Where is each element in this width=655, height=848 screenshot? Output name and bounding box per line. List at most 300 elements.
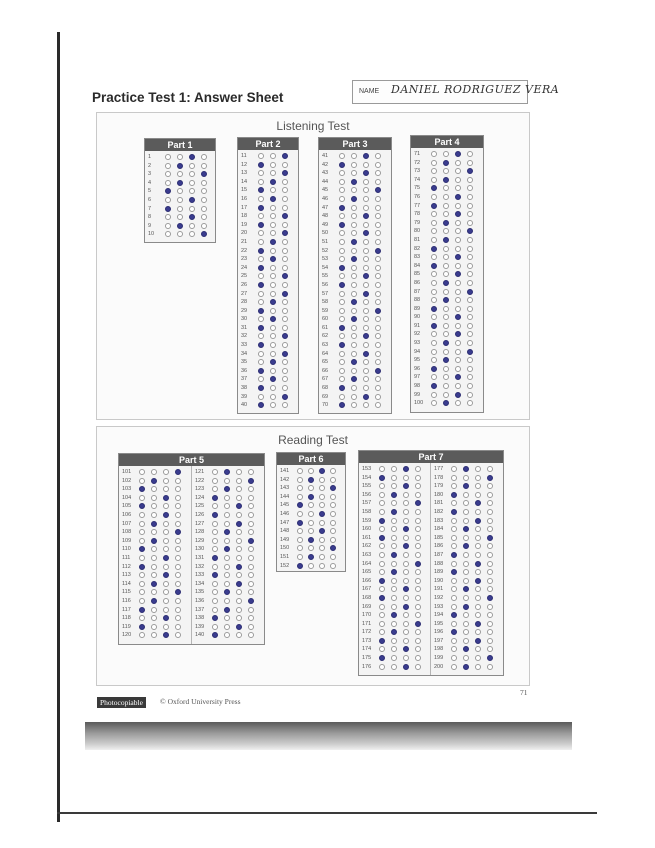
answer-bubble <box>415 492 421 498</box>
answer-bubble <box>165 171 171 177</box>
answer-row <box>319 375 391 384</box>
answer-bubble <box>139 589 145 595</box>
answer-row <box>119 571 191 580</box>
answer-bubble <box>467 228 473 234</box>
answer-bubble <box>175 538 181 544</box>
answer-row <box>192 528 264 537</box>
answer-bubble <box>175 486 181 492</box>
answer-bubble <box>443 366 449 372</box>
question-number: 53 <box>322 256 329 263</box>
question-number: 69 <box>322 393 329 400</box>
answer-bubble <box>351 222 357 228</box>
question-number: 79 <box>414 219 421 226</box>
answer-bubble <box>339 170 345 176</box>
answer-bubble <box>139 512 145 518</box>
answer-bubble <box>224 538 230 544</box>
part-2-block <box>237 137 299 414</box>
question-number: 90 <box>414 314 421 321</box>
question-number: 15 <box>241 187 248 194</box>
answer-bubble <box>403 612 409 618</box>
question-number: 139 <box>195 623 205 630</box>
answer-bubble <box>467 306 473 312</box>
answer-bubble <box>415 569 421 575</box>
answer-bubble <box>175 632 181 638</box>
question-number: 103 <box>122 486 132 493</box>
answer-bubble <box>151 615 157 621</box>
answer-bubble <box>455 366 461 372</box>
answer-bubble <box>165 163 171 169</box>
answer-bubble <box>319 502 325 508</box>
answer-row <box>119 511 191 520</box>
answer-bubble <box>403 638 409 644</box>
answer-bubble <box>451 612 457 618</box>
question-number: 159 <box>362 517 372 524</box>
answer-bubble <box>379 664 385 670</box>
answer-row <box>238 272 298 281</box>
answer-row <box>411 184 483 193</box>
answer-bubble <box>282 273 288 279</box>
answer-row <box>411 193 483 202</box>
answer-bubble <box>224 546 230 552</box>
answer-bubble <box>339 196 345 202</box>
answer-bubble <box>375 308 381 314</box>
answer-bubble <box>258 299 264 305</box>
answer-row <box>238 238 298 247</box>
question-number: 163 <box>362 551 372 558</box>
answer-bubble <box>236 607 242 613</box>
answer-bubble <box>451 569 457 575</box>
answer-bubble <box>163 564 169 570</box>
answer-bubble <box>375 248 381 254</box>
answer-row <box>319 315 391 324</box>
answer-bubble <box>175 598 181 604</box>
answer-row <box>431 534 503 543</box>
answer-bubble <box>248 589 254 595</box>
question-number: 34 <box>241 350 248 357</box>
answer-bubble <box>391 612 397 618</box>
answer-row <box>319 393 391 402</box>
answer-bubble <box>339 222 345 228</box>
answer-bubble <box>248 581 254 587</box>
answer-row <box>238 169 298 178</box>
answer-row <box>319 324 391 333</box>
question-number: 9 <box>148 222 152 229</box>
question-number: 137 <box>195 606 205 613</box>
answer-bubble <box>212 572 218 578</box>
answer-bubble <box>139 478 145 484</box>
reading-title: Reading Test <box>278 433 348 447</box>
answer-bubble <box>248 632 254 638</box>
answer-bubble <box>177 231 183 237</box>
answer-row <box>431 611 503 620</box>
answer-row <box>431 577 503 586</box>
answer-bubble <box>224 495 230 501</box>
answer-bubble <box>330 563 336 569</box>
question-number: 31 <box>241 324 248 331</box>
answer-bubble <box>270 179 276 185</box>
question-number: 190 <box>434 577 444 584</box>
answer-row <box>145 196 215 205</box>
answer-bubble <box>212 486 218 492</box>
answer-row <box>145 230 215 239</box>
answer-bubble <box>379 518 385 524</box>
answer-bubble <box>415 578 421 584</box>
answer-bubble <box>467 374 473 380</box>
answer-bubble <box>443 340 449 346</box>
answer-row <box>238 350 298 359</box>
answer-bubble <box>443 263 449 269</box>
question-number: 2 <box>148 162 152 169</box>
question-number: 106 <box>122 511 132 518</box>
answer-bubble <box>139 572 145 578</box>
answer-bubble <box>308 528 314 534</box>
question-number: 64 <box>322 350 329 357</box>
answer-bubble <box>139 615 145 621</box>
answer-bubble <box>177 171 183 177</box>
answer-bubble <box>248 529 254 535</box>
answer-bubble <box>319 485 325 491</box>
answer-bubble <box>270 170 276 176</box>
answer-bubble <box>339 333 345 339</box>
answer-row <box>319 358 391 367</box>
answer-bubble <box>431 349 437 355</box>
answer-bubble <box>431 151 437 157</box>
answer-bubble <box>475 561 481 567</box>
answer-row <box>238 384 298 393</box>
answer-bubble <box>363 213 369 219</box>
answer-bubble <box>363 256 369 262</box>
answer-bubble <box>487 475 493 481</box>
question-number: 164 <box>362 560 372 567</box>
answer-bubble <box>415 621 421 627</box>
answer-bubble <box>151 469 157 475</box>
answer-bubble <box>455 263 461 269</box>
answer-bubble <box>151 572 157 578</box>
answer-row <box>319 401 391 410</box>
question-number: 177 <box>434 466 444 472</box>
answer-row <box>238 290 298 299</box>
answer-bubble <box>212 624 218 630</box>
answer-bubble <box>431 323 437 329</box>
answer-bubble <box>363 230 369 236</box>
answer-bubble <box>201 154 207 160</box>
answer-bubble <box>379 535 385 541</box>
part-5-column-b <box>192 468 264 640</box>
answer-bubble <box>487 483 493 489</box>
answer-bubble <box>282 299 288 305</box>
answer-bubble <box>475 629 481 635</box>
question-number: 8 <box>148 214 152 221</box>
answer-bubble <box>282 153 288 159</box>
answer-row <box>192 511 264 520</box>
answer-row <box>238 152 298 161</box>
answer-bubble <box>224 615 230 621</box>
question-number: 157 <box>362 500 372 507</box>
answer-bubble <box>151 624 157 630</box>
answer-bubble <box>391 466 397 472</box>
question-number: 52 <box>322 247 329 254</box>
answer-bubble <box>375 291 381 297</box>
answer-bubble <box>151 486 157 492</box>
answer-row <box>319 178 391 187</box>
answer-bubble <box>258 333 264 339</box>
answer-bubble <box>467 289 473 295</box>
answer-row <box>359 534 431 543</box>
answer-bubble <box>189 154 195 160</box>
question-number: 179 <box>434 483 444 490</box>
question-number: 47 <box>322 204 329 211</box>
answer-bubble <box>319 511 325 517</box>
answer-bubble <box>403 578 409 584</box>
question-number: 173 <box>362 637 372 644</box>
answer-row <box>319 238 391 247</box>
question-number: 156 <box>362 491 372 498</box>
question-number: 63 <box>322 342 329 349</box>
answer-bubble <box>163 486 169 492</box>
answer-bubble <box>308 485 314 491</box>
answer-row <box>119 614 191 623</box>
answer-bubble <box>431 271 437 277</box>
answer-bubble <box>224 486 230 492</box>
answer-bubble <box>236 564 242 570</box>
answer-row <box>359 542 431 551</box>
answer-bubble <box>258 342 264 348</box>
answer-row <box>319 281 391 290</box>
part-1-rows <box>145 151 215 239</box>
question-number: 183 <box>434 517 444 524</box>
answer-bubble <box>391 492 397 498</box>
answer-row <box>359 628 431 637</box>
answer-bubble <box>431 160 437 166</box>
answer-bubble <box>308 563 314 569</box>
answer-bubble <box>270 205 276 211</box>
answer-bubble <box>415 543 421 549</box>
answer-row <box>431 517 503 526</box>
answer-bubble <box>165 154 171 160</box>
answer-bubble <box>177 223 183 229</box>
answer-bubble <box>475 509 481 515</box>
part-4-rows <box>411 148 483 408</box>
answer-bubble <box>139 555 145 561</box>
answer-bubble <box>151 632 157 638</box>
question-number: 194 <box>434 612 444 619</box>
answer-bubble <box>351 376 357 382</box>
answer-bubble <box>463 500 469 506</box>
answer-bubble <box>351 308 357 314</box>
answer-bubble <box>270 394 276 400</box>
answer-bubble <box>431 177 437 183</box>
answer-bubble <box>487 612 493 618</box>
answer-bubble <box>236 598 242 604</box>
answer-bubble <box>431 314 437 320</box>
answer-bubble <box>467 160 473 166</box>
answer-row <box>238 332 298 341</box>
answer-bubble <box>224 607 230 613</box>
answer-bubble <box>415 638 421 644</box>
answer-bubble <box>236 486 242 492</box>
answer-bubble <box>431 374 437 380</box>
answer-bubble <box>403 629 409 635</box>
answer-bubble <box>224 624 230 630</box>
answer-bubble <box>391 518 397 524</box>
answer-bubble <box>297 537 303 543</box>
question-number: 197 <box>434 637 444 644</box>
answer-bubble <box>270 230 276 236</box>
part-6-block <box>276 452 346 572</box>
answer-bubble <box>339 162 345 168</box>
answer-row <box>145 213 215 222</box>
answer-bubble <box>379 578 385 584</box>
part-4-block <box>410 135 484 413</box>
answer-bubble <box>487 629 493 635</box>
answer-row <box>431 637 503 646</box>
answer-row <box>319 152 391 161</box>
answer-bubble <box>258 402 264 408</box>
answer-bubble <box>201 188 207 194</box>
answer-bubble <box>151 503 157 509</box>
answer-bubble <box>248 598 254 604</box>
question-number: 22 <box>241 247 248 254</box>
answer-row <box>431 525 503 534</box>
answer-bubble <box>487 535 493 541</box>
answer-bubble <box>455 297 461 303</box>
answer-bubble <box>339 376 345 382</box>
answer-bubble <box>258 187 264 193</box>
answer-bubble <box>270 333 276 339</box>
answer-bubble <box>330 520 336 526</box>
answer-bubble <box>431 194 437 200</box>
question-number: 84 <box>414 262 421 269</box>
question-number: 55 <box>322 273 329 280</box>
answer-bubble <box>212 512 218 518</box>
answer-bubble <box>330 485 336 491</box>
answer-bubble <box>163 555 169 561</box>
question-number: 3 <box>148 171 152 178</box>
answer-bubble <box>319 545 325 551</box>
question-number: 40 <box>241 402 248 409</box>
answer-bubble <box>189 171 195 177</box>
answer-bubble <box>391 526 397 532</box>
question-number: 44 <box>322 178 329 185</box>
answer-bubble <box>463 569 469 575</box>
answer-bubble <box>375 265 381 271</box>
answer-bubble <box>455 237 461 243</box>
answer-bubble <box>297 554 303 560</box>
answer-bubble <box>151 478 157 484</box>
answer-bubble <box>467 366 473 372</box>
answer-bubble <box>212 564 218 570</box>
answer-bubble <box>363 385 369 391</box>
answer-row <box>319 307 391 316</box>
question-number: 13 <box>241 170 248 177</box>
answer-bubble <box>270 196 276 202</box>
answer-row <box>238 204 298 213</box>
part-5-column-a <box>119 468 191 640</box>
answer-bubble <box>248 538 254 544</box>
answer-row <box>411 176 483 185</box>
answer-bubble <box>431 168 437 174</box>
answer-bubble <box>451 518 457 524</box>
answer-bubble <box>487 561 493 567</box>
answer-bubble <box>351 351 357 357</box>
answer-bubble <box>475 483 481 489</box>
answer-bubble <box>282 196 288 202</box>
question-number: 10 <box>148 231 155 238</box>
answer-bubble <box>351 239 357 245</box>
answer-bubble <box>339 273 345 279</box>
answer-bubble <box>282 376 288 382</box>
answer-bubble <box>258 153 264 159</box>
answer-bubble <box>224 589 230 595</box>
answer-row <box>277 527 345 536</box>
answer-bubble <box>330 494 336 500</box>
answer-bubble <box>487 586 493 592</box>
answer-bubble <box>379 466 385 472</box>
answer-bubble <box>351 333 357 339</box>
answer-row <box>319 247 391 256</box>
answer-row <box>192 502 264 511</box>
page-number: 71 <box>520 688 528 697</box>
part-3-block <box>318 137 392 414</box>
question-number: 171 <box>362 620 372 627</box>
answer-row <box>359 577 431 586</box>
question-number: 20 <box>241 230 248 237</box>
answer-bubble <box>467 280 473 286</box>
answer-bubble <box>391 586 397 592</box>
question-number: 140 <box>195 632 205 639</box>
answer-bubble <box>391 535 397 541</box>
question-number: 5 <box>148 188 152 195</box>
answer-bubble <box>163 589 169 595</box>
part-7-column-b <box>431 465 503 671</box>
answer-bubble <box>463 535 469 541</box>
answer-bubble <box>375 376 381 382</box>
answer-bubble <box>282 402 288 408</box>
answer-bubble <box>379 509 385 515</box>
answer-bubble <box>455 185 461 191</box>
answer-row <box>359 499 431 508</box>
answer-bubble <box>375 316 381 322</box>
answer-bubble <box>139 564 145 570</box>
answer-bubble <box>431 366 437 372</box>
answer-bubble <box>443 289 449 295</box>
answer-bubble <box>379 475 385 481</box>
answer-row <box>238 229 298 238</box>
answer-bubble <box>363 170 369 176</box>
answer-bubble <box>351 316 357 322</box>
answer-bubble <box>282 179 288 185</box>
answer-bubble <box>270 213 276 219</box>
answer-bubble <box>455 331 461 337</box>
answer-row <box>319 264 391 273</box>
answer-bubble <box>224 555 230 561</box>
publisher-credit: © Oxford University Press <box>160 697 241 706</box>
answer-bubble <box>270 402 276 408</box>
answer-bubble <box>236 529 242 535</box>
question-number: 117 <box>122 606 131 613</box>
answer-row <box>238 247 298 256</box>
answer-bubble <box>351 170 357 176</box>
answer-bubble <box>431 306 437 312</box>
question-number: 6 <box>148 196 152 203</box>
answer-bubble <box>379 638 385 644</box>
answer-bubble <box>451 466 457 472</box>
answer-bubble <box>351 179 357 185</box>
answer-bubble <box>375 256 381 262</box>
answer-bubble <box>379 543 385 549</box>
answer-bubble <box>319 563 325 569</box>
question-number: 128 <box>195 529 205 536</box>
